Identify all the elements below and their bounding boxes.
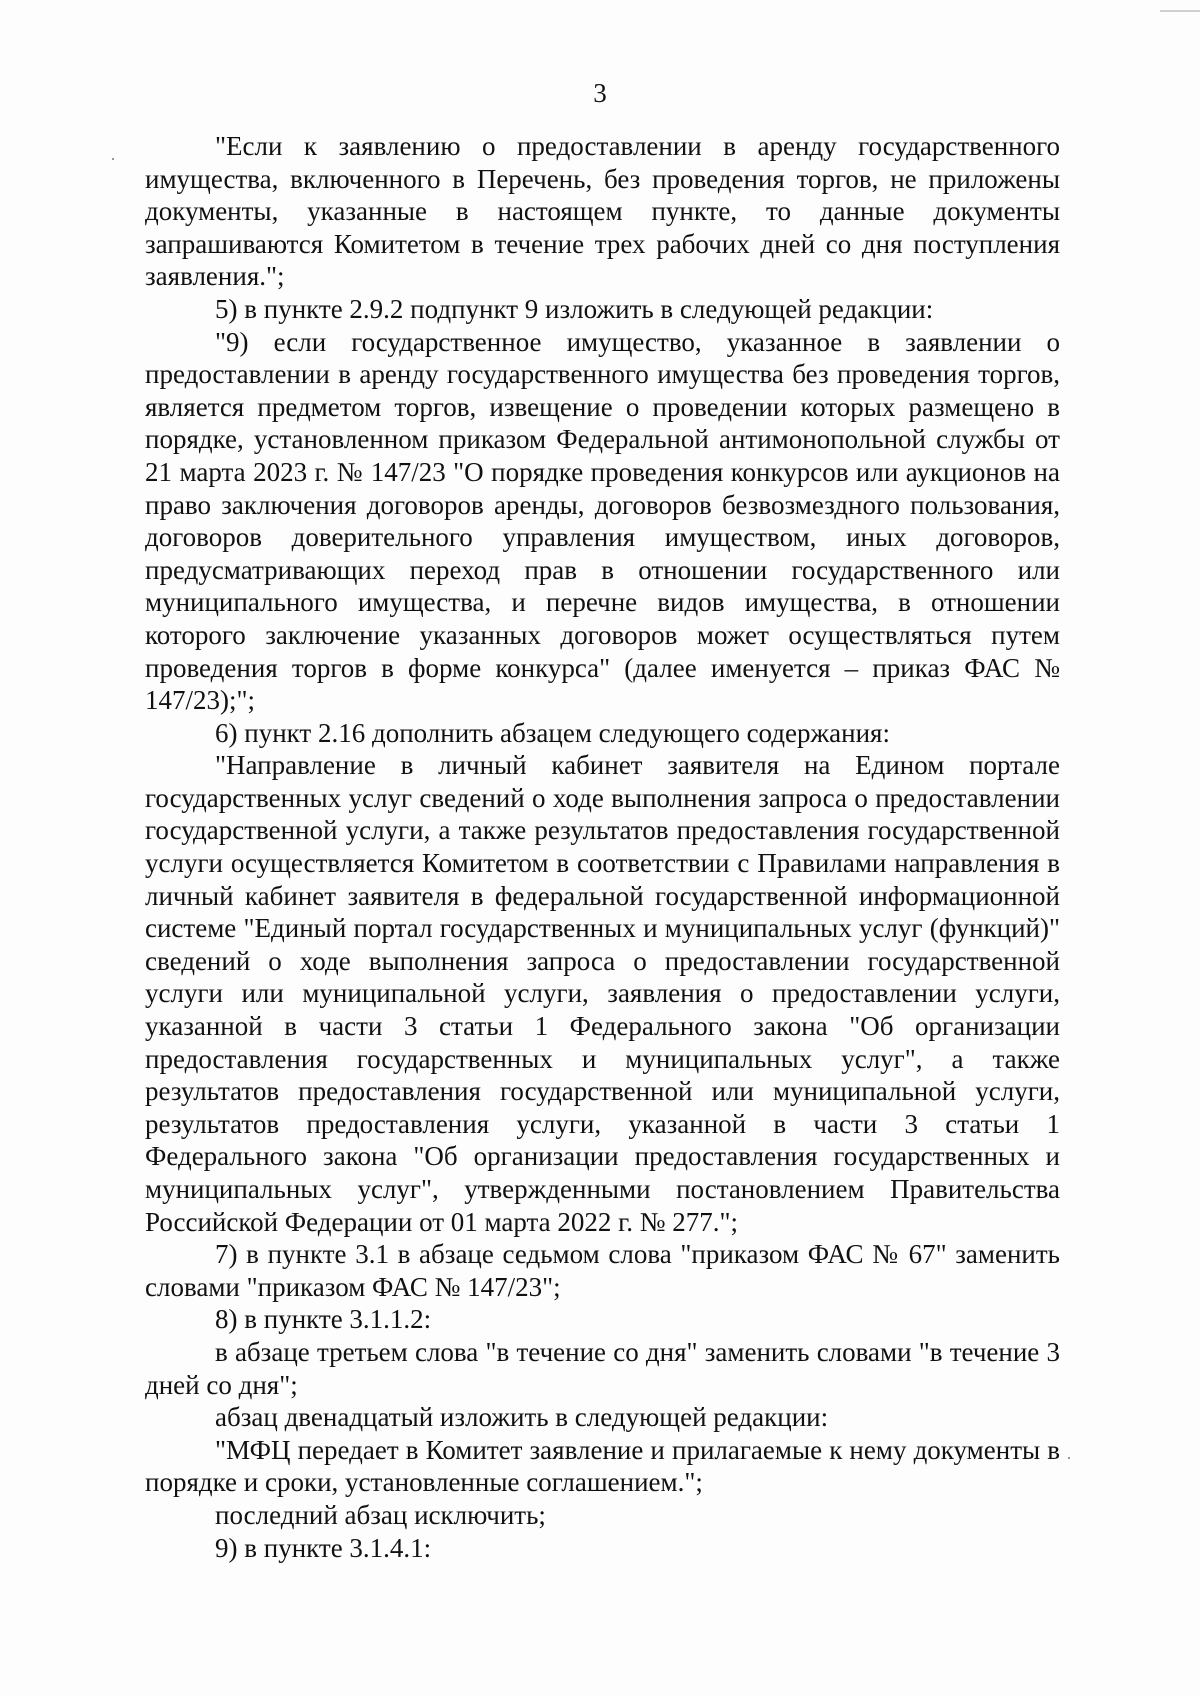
scan-speck — [112, 158, 114, 160]
paragraph: "9) если государственное имущество, указанное в заявлении о предоставлении в аренду государственного имущества без проведения торгов, является предметом торгов, извещение о проведении которых размещено в порядке, установленном приказом Федеральной антимонопольной службы от 21 марта 2023 г. № 147/23 "О порядке проведения конкурсов или аукционов на право заключения договоров аренды, договоров безвозмездного пользования, договоров доверительного управления имуществом, иных договоров, предусматривающих переход прав в отношении государственного или муниципального имущества, и перечне видов имущества, в отношении которого заключение указанных договоров может осуществляться путем проведения торгов в форме конкурса" (далее именуется – приказ ФАС № 147/23);"; — [145, 326, 1060, 716]
paragraph: "Если к заявлению о предоставлении в аренду государственного имущества, включенного в Перечень, без проведения торгов, не приложены документы, указанные в настоящем пункте, то данные документы запрашиваются Комитетом в течение трех рабочих дней со дня поступления заявления."; — [145, 131, 1060, 292]
paragraph: "МФЦ передает в Комитет заявление и прилагаемые к нему документы в порядке и сроки, установленные соглашением."; — [145, 1434, 1060, 1498]
page-number: 3 — [593, 78, 607, 108]
paragraph: 7) в пункте 3.1 в абзаце седьмом слова "приказом ФАС № 67" заменить словами "приказом ФАС № 147/23"; — [145, 1239, 1060, 1302]
paragraph: в абзаце третьем слова "в течение со дня" заменить словами "в течение 3 дней со дня"; — [145, 1336, 1060, 1400]
paragraph: абзац двенадцатый изложить в следующей редакции: — [215, 1402, 829, 1433]
scan-speck — [1068, 1457, 1070, 1459]
paragraph: 9) в пункте 3.1.4.1: — [215, 1532, 432, 1563]
paragraph: 8) в пункте 3.1.1.2: — [215, 1304, 432, 1335]
scan-corner-mark — [1160, 0, 1200, 12]
paragraph: 5) в пункте 2.9.2 подпункт 9 изложить в следующей редакции: — [215, 293, 934, 324]
paragraph: последний абзац исключить; — [215, 1499, 546, 1530]
paragraph: 6) пункт 2.16 дополнить абзацем следующего содержания: — [215, 717, 890, 748]
document-body — [145, 130, 1060, 1564]
paragraph: "Направление в личный кабинет заявителя на Едином портале государственных услуг сведений о ходе выполнения запроса о предоставлении государственной услуги, а также результатов предоставления государственной услуги осуществляется Комитетом в соответствии с Правилами направления в личный кабинет заявителя в федеральной государственной информационной системе "Единый портал государственных и муниципальных услуг (функций)" сведений о ходе выполнения запроса о предоставлении государственной услуги или муниципальной услуги, заявления о предоставлении услуги, указанной в части 3 статьи 1 Федерального закона "Об организации предоставления государственных и муниципальных услуг", а также результатов предоставления государственной или муниципальной услуги, результатов предоставления услуги, указанной в части 3 статьи 1 Федерального закона "Об организации предоставления государственных и муниципальных услуг", утвержденными постановлением Правительства Российской Федерации от 01 марта 2022 г. № 277."; — [145, 750, 1060, 1237]
